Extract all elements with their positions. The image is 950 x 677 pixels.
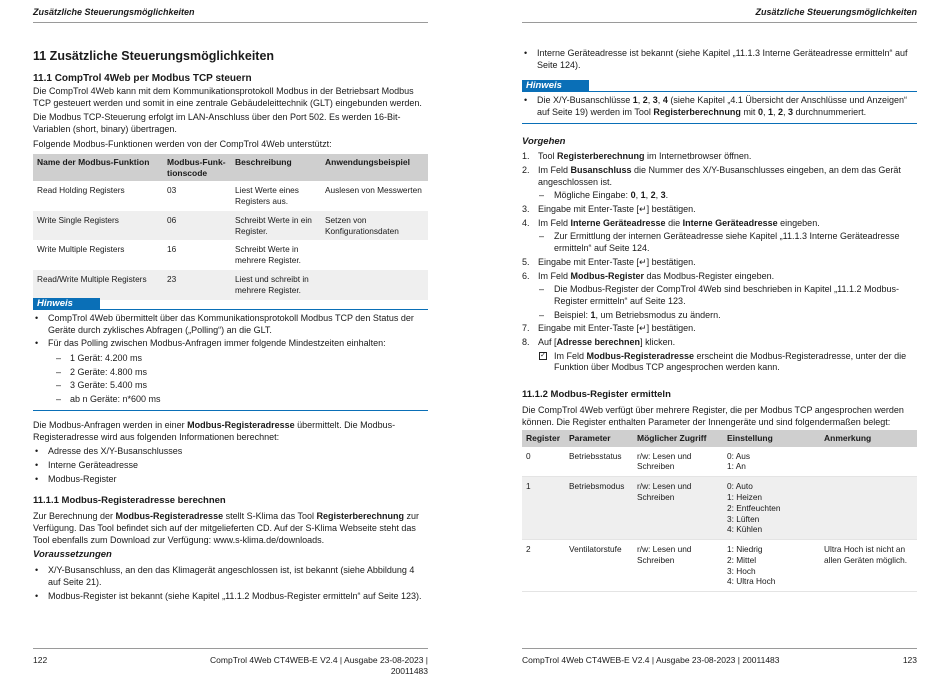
page-number: 122 [33,655,48,665]
table-row [522,540,917,592]
checkbox-icon: ✓ [540,351,546,359]
list-item: • Modbus-Register ist bekannt (siehe Kapitel „11.1.2 Modbus-Register ermitteln“ auf Seite 123). [33,591,428,603]
note-bullet: • CompTrol 4Web übermittelt über das Kommunikationsprotokoll Modbus TCP den Status der Geräte durch zyklisches Abfragen („Polling“) an die GLT. [33,313,428,336]
table-cell: r/w: Lesen und Schreiben [633,540,723,592]
section-block [33,72,428,85]
note-box [33,298,428,408]
list-item: – 1 Gerät: 4.200 ms [48,353,428,365]
table-cell: Betriebsstatus [565,447,633,477]
table-cell: Read/Write Multiple Registers [33,270,163,300]
footer-info: CompTrol 4Web CT4WEB-E V2.4 | Ausgabe 23-08-2023 | 20011483 [210,655,428,677]
page-number: 123 [902,655,917,665]
running-head: Zusätzliche Steuerungsmöglichkeiten [755,7,917,17]
column-header: Beschreibung [231,154,321,181]
table-cell: Setzen von Konfigurationsdaten [321,211,428,241]
list-item: – 3 Geräte: 5.400 ms [48,380,428,392]
step: 8. Auf [Adresse berechnen] klicken. [522,336,676,347]
right-page [475,0,950,664]
table-cell: Liest und schreibt in mehrere Register. [231,270,321,300]
header-rule [522,22,917,23]
list-item: • Interne Geräteadresse [33,460,428,472]
column-header: Anmerkung [820,430,917,447]
note-bullet [33,338,428,405]
table-cell: Write Single Registers [33,211,163,241]
step: 2. Im Feld Busanschluss die Nummer des X/Y-Busanschlusses eingeben, an dem das Gerät angeschlossen ist. [522,165,901,187]
table-cell: Schreibt Werte in ein Register. [231,211,321,241]
step-detail: – Zur Ermittlung der internen Geräteadresse siehe Kapitel „11.1.3 Interne Geräteadresse ermitteln“ auf Seite 124. [522,231,917,254]
table-row [522,477,917,540]
list-item: • Adresse des X/Y-Busanschlusses [33,446,428,458]
step-detail: – Die Modbus-Register der CompTrol 4Web sind beschrieben in Kapitel „11.1.2 Modbus-Register ermitteln“ auf Seite 123. [522,284,917,307]
step-result: ✓ Im Feld Modbus-Registeradresse erscheint die Modbus-Registeradresse, unter der die Funktion über Modbus TCP angesprochen werden kann. [540,350,907,373]
table-cell [820,447,917,477]
chapter-title: 11 Zusätzliche Steuerungsmöglichkeiten [33,49,275,63]
table-cell: 0 [522,447,565,477]
table-cell: Ultra Hoch ist nicht an allen Geräten möglich. [820,540,917,592]
table-cell: 2 [522,540,565,592]
table-cell: 1 [522,477,565,540]
address-info-list [33,446,428,485]
column-header: Einstellung [723,430,820,447]
step: 6. Im Feld Modbus-Register das Modbus-Register eingeben. [522,270,775,281]
subsection-block [33,495,428,546]
note-label: Hinweis [33,298,100,309]
table-cell: 0: Aus 1: An [723,447,820,477]
table-cell: Liest Werte eines Registers aus. [235,185,299,207]
paragraph: Zur Berechnung der Modbus-Registeradresse stellt S-Klima das Tool Registerberechnung zur Verfügung. Das Tool befindet sich auf der mitgelieferten CD. Auf der S-Klima Webseite steht das Tool ebenfalls zum Download zur Verfügung: www.s-klima.de/downloads. [33,511,419,545]
paragraph: Die Modbus TCP-Steuerung erfolgt im LAN-Anschluss über den Port 502. Es werden 16-Bit-Variablen (short, binary) übertragen. [33,112,401,135]
note-rule [522,91,917,92]
prerequisites-list [33,565,428,602]
table-cell: 03 [167,185,177,196]
step: 7. Eingabe mit Enter-Taste [↵] bestätigen. [522,323,696,334]
modbus-function-table [33,154,428,300]
subsection-block [522,389,917,429]
table-cell: Write Multiple Registers [37,244,125,255]
table-cell: 0: Auto 1: Heizen 2: Entfeuchten 3: Lüften 4: Kühlen [723,477,820,540]
table-cell: 06 [163,211,231,241]
note-bullet: • Die X/Y-Busanschlüsse 1, 2, 3, 4 (siehe Kapitel „4.1 Übersicht der Anschlüsse und Anzeigen“ auf Seite 19) werden im Tool Registerberechnung mit 0, 1, 2, 3 durchnummeriert. [522,95,917,118]
modbus-register-table [522,430,917,592]
table-row [33,240,428,270]
section-title: 11.1 CompTrol 4Web per Modbus TCP steuern [33,73,252,84]
subsection-title: 11.1.2 Modbus-Register ermitteln [522,389,671,400]
column-header: Modbus-Funk- tionscode [163,154,231,181]
step: 3. Eingabe mit Enter-Taste [↵] bestätigen. [522,204,696,215]
table-row [33,181,428,211]
table-row [33,211,428,241]
procedure-steps [522,151,917,374]
table-cell: Read Holding Registers [37,185,125,196]
table-cell: Schreibt Werte in mehrere Register. [235,244,301,266]
table-cell [321,240,428,270]
table-row [522,447,917,477]
table-cell: r/w: Lesen und Schreiben [633,477,723,540]
note-bottom-rule [33,410,428,411]
table-cell: Ventilatorstufe [565,540,633,592]
function-table [33,154,428,300]
paragraph: Die CompTrol 4Web kann mit dem Kommunikationsprotokoll Modbus in der Betriebsart Modbus TCP gesteuert werden und somit in eine zentrale Gebäudeleittechnik (GLT) eingebunden werden. [33,86,422,108]
step: 5. Eingabe mit Enter-Taste [↵] bestätigen. [522,256,696,267]
prerequisite-item: • Interne Geräteadresse ist bekannt (siehe Kapitel „11.1.3 Interne Geräteadresse ermitteln“ auf Seite 124). [522,48,917,71]
column-header: Parameter [565,430,633,447]
paragraph: Die CompTrol 4Web verfügt über mehrere Register, die per Modbus TCP angesprochen werden können. Die Register enthalten Parameter der Innengeräte und sind folgendermaßen belegt: [522,405,904,428]
column-header: Anwendungsbeispiel [321,154,428,181]
column-header: Name der Modbus-Funktion [33,154,163,181]
subsection-title: 11.1.1 Modbus-Registeradresse berechnen [33,495,226,506]
note-list [33,313,428,406]
step-detail: – Beispiel: 1, um Betriebsmodus zu ändern. [522,310,917,322]
step: 1. Tool Registerberechnung im Internetbrowser öffnen. [522,151,752,162]
procedure-block [522,136,917,376]
footer-rule [522,648,917,649]
prerequisites-continued [522,48,917,73]
table-cell: r/w: Lesen und Schreiben [633,447,723,477]
list-item: – 2 Geräte: 4.800 ms [48,367,428,379]
list-item: • X/Y-Busanschluss, an den das Klimagerät angeschlossen ist, ist bekannt (siehe Abbildung 4 auf Seite 21). [33,565,428,588]
list-item: • Modbus-Register [33,474,428,486]
table-cell: Auslesen von Messwerten [325,185,422,196]
prerequisites-title: Voraussetzungen [33,549,112,560]
running-head: Zusätzliche Steuerungsmöglichkeiten [33,7,195,17]
column-header: Register [522,430,565,447]
paragraph: Folgende Modbus-Funktionen werden von der CompTrol 4Web unterstützt: [33,138,332,149]
polling-times-list [48,353,428,406]
note-box [522,80,917,120]
table-cell: 1: Niedrig 2: Mittel 3: Hoch 4: Ultra Hoch [723,540,820,592]
chapter-block [33,48,428,64]
note-rule [33,309,428,310]
note-bottom-rule [522,123,917,124]
step: 4. Im Feld Interne Geräteadresse die Interne Geräteadresse eingeben. [522,217,820,228]
intro-text [33,86,428,150]
step-detail: – Mögliche Eingabe: 0, 1, 2, 3. [522,190,917,202]
list-item: – ab n Geräte: n*600 ms [48,394,428,406]
table-cell [820,477,917,540]
note-label: Hinweis [522,80,589,91]
note-list [522,95,917,118]
paragraph: Die Modbus-Anfragen werden in einer Modbus-Registeradresse übermittelt. Die Modbus-Registeradresse wird aus folgenden Informationen berechnet: [33,420,396,442]
table-cell: 16 [167,244,177,255]
footer-rule [33,648,428,649]
prerequisites-block [33,549,428,604]
register-table [522,430,917,592]
header-rule [33,22,428,23]
table-cell: 23 [163,270,231,300]
table-cell: Betriebsmodus [565,477,633,540]
procedure-title: Vorgehen [522,136,566,147]
register-address-intro [33,420,428,487]
footer-info: CompTrol 4Web CT4WEB-E V2.4 | Ausgabe 23-08-2023 | 20011483 [522,655,780,665]
table-row [33,270,428,300]
note-bullet-text: Für das Polling zwischen Modbus-Anfragen immer folgende Mindestzeiten einhalten: [48,338,386,349]
table-cell [321,270,428,300]
column-header: Möglicher Zugriff [633,430,723,447]
